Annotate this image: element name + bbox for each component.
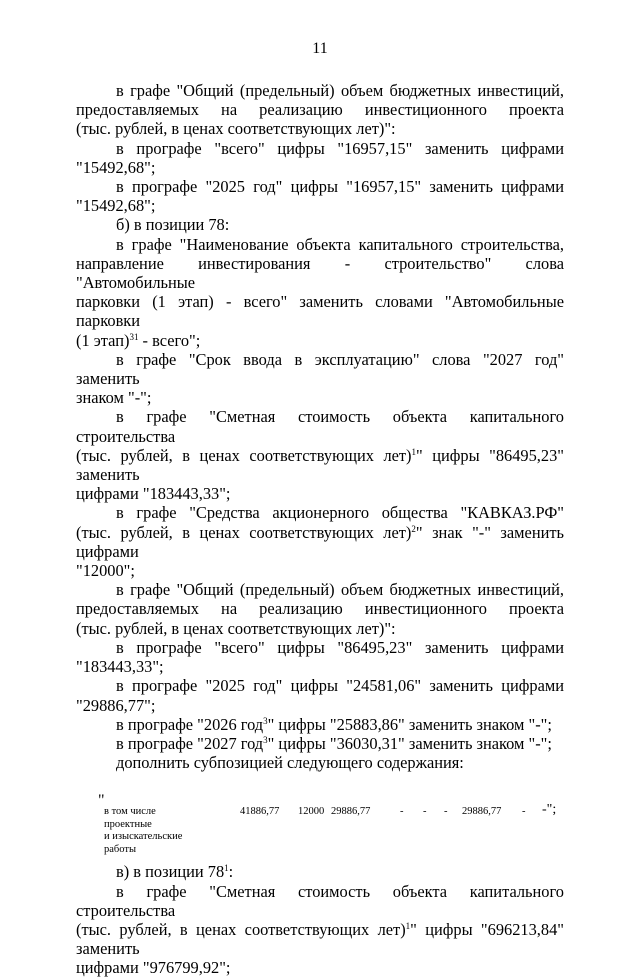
text-line: " цифры "36030,31" заменить знаком "-"; <box>267 733 552 753</box>
text-line: (тыс. рублей, в ценах соответствующих лет) <box>76 522 412 542</box>
paragraph <box>76 676 564 695</box>
text-line: (тыс. рублей, в ценах соответствующих лет)": <box>76 618 396 638</box>
text-line: (тыс. рублей, в ценах соответствующих лет) <box>76 919 406 939</box>
paragraph <box>76 81 564 100</box>
footnote-ref: 3 <box>263 715 268 726</box>
footnote-ref: 1 <box>224 863 229 874</box>
table-cell: - <box>522 806 526 818</box>
paragraph <box>76 350 564 388</box>
text-line: в графе "Сметная стоимость объекта капитального строительства <box>76 881 564 920</box>
table-cell: -"; <box>542 802 557 818</box>
paragraph <box>76 215 564 234</box>
text-line: (тыс. рублей, в ценах соответствующих лет)": <box>76 119 396 139</box>
paragraph <box>76 599 564 618</box>
text-line: цифрами "976799,92"; <box>76 958 231 978</box>
paragraph <box>76 920 564 958</box>
paragraph <box>76 753 564 772</box>
paragraph <box>76 561 564 580</box>
paragraph <box>76 446 564 484</box>
text-line: в прографе "2025 год" цифры "24581,06" заменить цифрами <box>116 676 564 696</box>
text-line: б) в позиции 78: <box>116 215 230 235</box>
text-line: " цифры "86495,23" заменить <box>76 445 564 485</box>
paragraph <box>76 619 564 638</box>
page-number: 11 <box>312 40 328 57</box>
cell-text: в том числе <box>104 806 156 818</box>
table-cell: - <box>423 806 427 818</box>
paragraph <box>76 638 564 657</box>
paragraph <box>76 657 564 676</box>
paragraph <box>76 100 564 119</box>
text-line: (1 этап) <box>76 330 130 350</box>
text-line: в графе "Срок ввода в эксплуатацию" слова "2027 год" заменить <box>76 349 564 389</box>
table-cell: 41886,77 <box>240 806 280 818</box>
text-line: в прографе "всего" цифры "86495,23" заменить цифрами <box>116 637 564 657</box>
text-line: в графе "Сметная стоимость объекта капитального строительства <box>76 407 564 446</box>
paragraph <box>76 177 564 196</box>
cell-text: и изыскательские <box>104 831 183 843</box>
text-line: направление инвестирования - строительство" слова "Автомобильные <box>76 253 564 293</box>
table-cell: 12000 <box>298 806 325 818</box>
paragraph <box>76 580 564 599</box>
text-line: в прографе "2026 год <box>116 714 264 734</box>
text-line: знаком "-"; <box>76 388 152 408</box>
text-line: предоставляемых на реализацию инвестиционного проекта <box>76 599 564 619</box>
text-line: в графе "Общий (предельный) объем бюджетных инвестиций, <box>116 580 564 600</box>
paragraph <box>76 503 564 522</box>
footnote-ref: 1 <box>405 920 411 931</box>
table-cell: - <box>444 806 448 818</box>
paragraph <box>76 734 564 753</box>
subposition-name-cell <box>104 806 194 856</box>
subposition-row <box>76 792 564 857</box>
table-cell: 29886,77 <box>331 806 371 818</box>
paragraph <box>76 696 564 715</box>
text-line: "12000"; <box>76 561 135 581</box>
paragraph <box>76 196 564 215</box>
paragraph <box>76 862 564 881</box>
document-body <box>76 81 564 978</box>
text-line: предоставляемых на реализацию инвестиционного проекта <box>76 100 564 120</box>
paragraph <box>76 388 564 407</box>
text-line: цифрами "183443,33"; <box>76 484 231 504</box>
paragraph <box>76 235 564 254</box>
text-line: "183443,33"; <box>76 657 164 677</box>
text-line: "15492,68"; <box>76 196 156 216</box>
paragraph <box>76 523 564 561</box>
text-line: в прографе "2025 год" цифры "16957,15" заменить цифрами <box>116 177 564 197</box>
paragraph <box>76 292 564 330</box>
text-line: " цифры "25883,86" заменить знаком "-"; <box>267 714 552 734</box>
text-line: парковки (1 этап) - всего" заменить словами "Автомобильные парковки <box>76 292 564 331</box>
text-line: дополнить субпозицией следующего содержания: <box>116 753 464 773</box>
footnote-ref: 31 <box>129 331 139 342</box>
text-line: " знак "-" заменить цифрами <box>76 522 564 561</box>
footnote-ref: 2 <box>411 523 416 534</box>
text-line: в прографе "всего" цифры "16957,15" заменить цифрами "15492,68"; <box>76 138 564 177</box>
text-line: в графе "Общий (предельный) объем бюджетных инвестиций, <box>116 81 564 100</box>
paragraph <box>76 119 564 138</box>
paragraph <box>76 958 564 977</box>
footnote-ref: 1 <box>411 446 417 457</box>
paragraph <box>76 331 564 350</box>
text-line: в графе "Наименование объекта капитального строительства, <box>116 234 564 254</box>
table-cell: - <box>400 806 404 818</box>
table-cell: 29886,77 <box>462 806 502 818</box>
paragraph <box>76 715 564 734</box>
paragraph <box>76 254 564 292</box>
text-line: в прографе "2027 год <box>116 733 264 753</box>
text-line: в графе "Средства акционерного общества "КАВКАЗ.РФ" <box>116 503 564 523</box>
paragraph <box>76 407 564 445</box>
cell-text: проектные <box>104 818 152 830</box>
paragraph <box>76 139 564 177</box>
footnote-ref: 3 <box>263 734 268 745</box>
text-line: : <box>228 862 234 882</box>
text-line: (тыс. рублей, в ценах соответствующих лет) <box>76 445 412 465</box>
text-line: - всего"; <box>138 330 201 350</box>
open-quote: " <box>98 792 105 810</box>
cell-text: работы <box>104 843 137 855</box>
text-line: "29886,77"; <box>76 695 156 715</box>
text-line: в) в позиции 78 <box>116 862 225 882</box>
text-line: " цифры "696213,84" заменить <box>76 919 564 959</box>
paragraph <box>76 484 564 503</box>
paragraph <box>76 882 564 920</box>
